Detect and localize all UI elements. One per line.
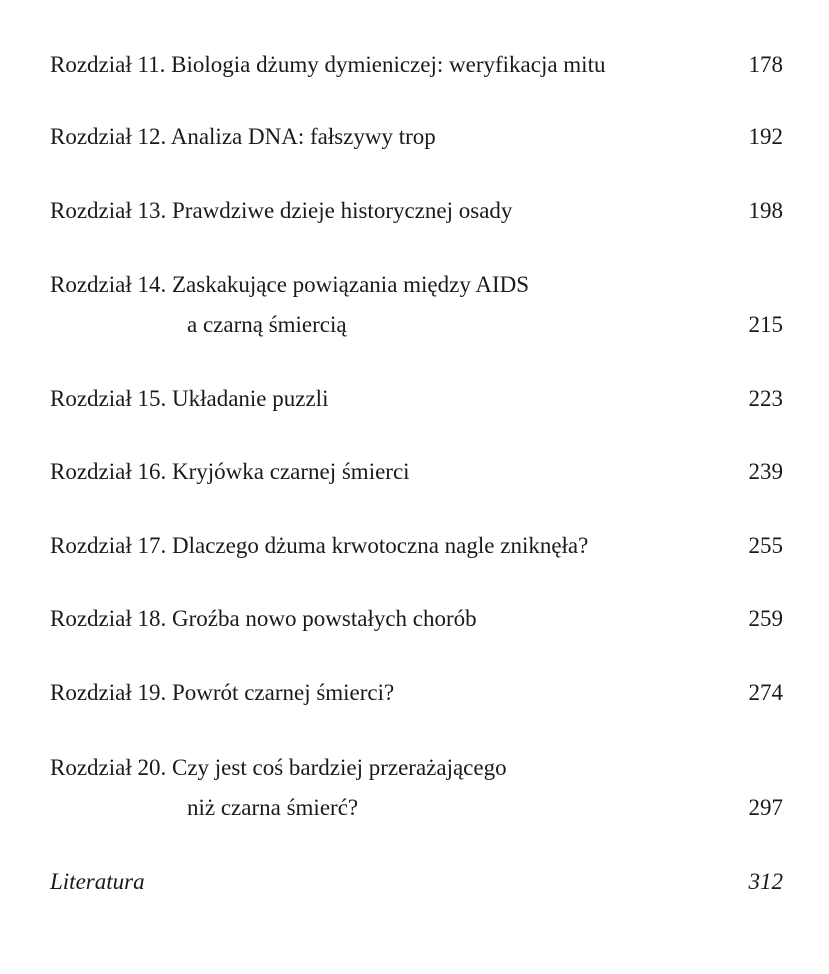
- chapter-title-continuation: a czarną śmiercią: [187, 312, 347, 337]
- chapter-title: Rozdział 11. Biologia dżumy dymieniczej: weryfikacja mitu: [50, 52, 606, 77]
- toc-entry-chapter-19: [50, 677, 783, 709]
- chapter-title: Rozdział 16. Kryjówka czarnej śmierci: [50, 459, 410, 484]
- toc-entry-literature: [50, 866, 783, 898]
- page-number: 223: [748, 386, 783, 411]
- page-number: 297: [748, 795, 783, 820]
- page-number: 192: [748, 124, 783, 149]
- chapter-title: Rozdział 13. Prawdziwe dzieje historycznej osady: [50, 198, 513, 223]
- chapter-title: Rozdział 20. Czy jest coś bardziej przerażającego: [50, 755, 507, 780]
- toc-entry-chapter-11: [50, 49, 783, 81]
- page-number: 255: [748, 533, 783, 558]
- page-number: 198: [748, 198, 783, 223]
- chapter-title: Rozdział 12. Analiza DNA: fałszywy trop: [50, 124, 436, 149]
- chapter-title-continuation: niż czarna śmierć?: [187, 795, 359, 820]
- chapter-title: Rozdział 14. Zaskakujące powiązania między AIDS: [50, 272, 530, 297]
- chapter-title: Rozdział 15. Układanie puzzli: [50, 386, 329, 411]
- page-number: 259: [748, 606, 783, 631]
- toc-entry-chapter-20: [50, 752, 783, 784]
- toc-entry-chapter-12: [50, 121, 783, 153]
- chapter-title: Rozdział 17. Dlaczego dżuma krwotoczna nagle zniknęła?: [50, 533, 589, 558]
- toc-entry-chapter-20-continued: [50, 792, 783, 824]
- page-number: 274: [748, 680, 783, 705]
- chapter-title: Rozdział 19. Powrót czarnej śmierci?: [50, 680, 395, 705]
- literature-title: Literatura: [50, 869, 145, 894]
- toc-entry-chapter-16: [50, 456, 783, 488]
- toc-entry-chapter-18: [50, 603, 783, 635]
- toc-entry-chapter-14: [50, 269, 783, 301]
- toc-entry-chapter-17: [50, 530, 783, 562]
- toc-entry-chapter-15: [50, 383, 783, 415]
- page-number: 312: [748, 869, 783, 894]
- page-number: 215: [748, 312, 783, 337]
- chapter-title: Rozdział 18. Groźba nowo powstałych chorób: [50, 606, 477, 631]
- page-number: 239: [748, 459, 783, 484]
- page-number: 178: [748, 52, 783, 77]
- toc-entry-chapter-14-continued: [50, 309, 783, 341]
- toc-entry-chapter-13: [50, 195, 783, 227]
